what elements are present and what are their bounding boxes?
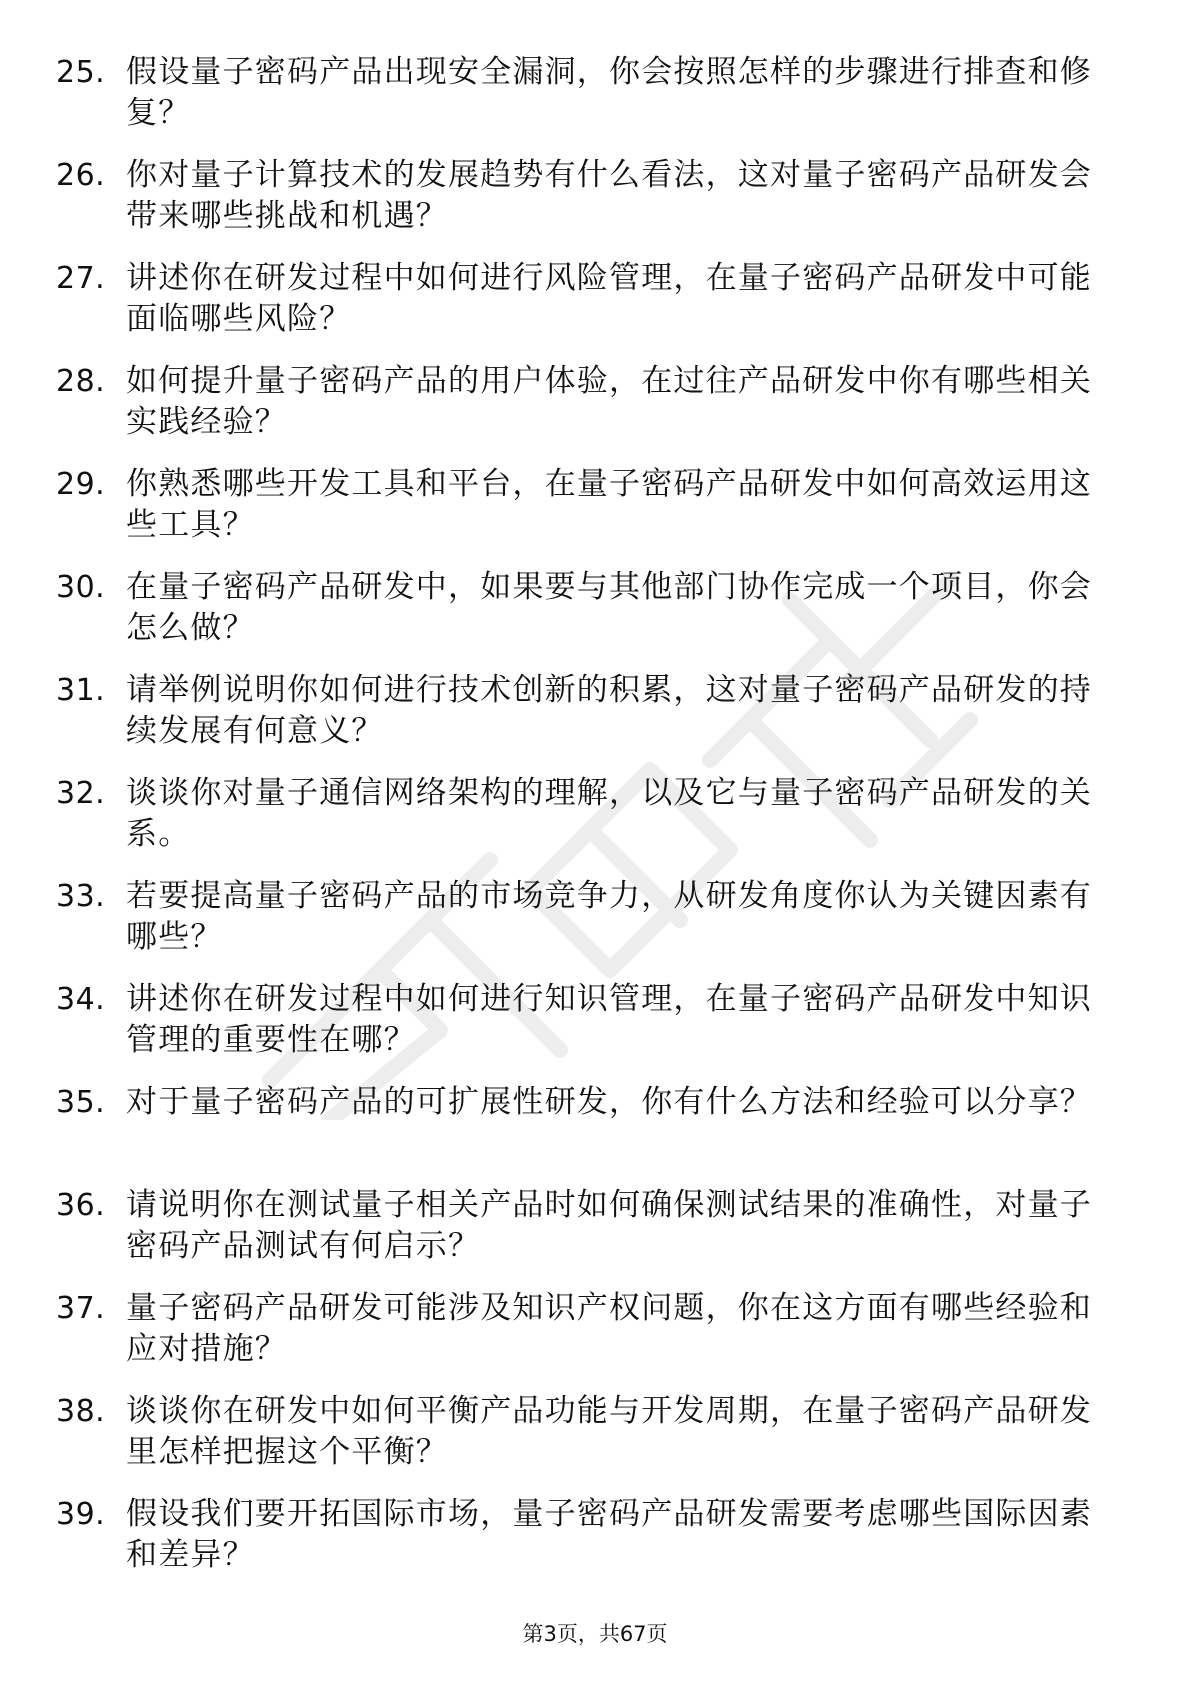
question-item-31 — [56, 670, 1116, 773]
question-text: 假设量子密码产品出现安全漏洞，你会按照怎样的步骤进行排查和修复？ — [126, 54, 1092, 131]
question-item-36 — [56, 1185, 1116, 1288]
question-item-26 — [56, 155, 1116, 258]
question-number: 26. — [56, 158, 106, 193]
question-number: 27. — [56, 261, 106, 296]
question-item-32 — [56, 773, 1116, 876]
question-number: 25. — [56, 55, 106, 90]
question-number: 36. — [56, 1188, 106, 1223]
question-item-29 — [56, 464, 1116, 567]
question-text: 谈谈你对量子通信网络架构的理解，以及它与量子密码产品研发的关系。 — [126, 775, 1092, 852]
question-text: 在量子密码产品研发中，如果要与其他部门协作完成一个项目，你会怎么做？ — [126, 569, 1092, 646]
question-text: 请说明你在测试量子相关产品时如何确保测试结果的准确性，对量子密码产品测试有何启示？ — [126, 1187, 1092, 1264]
question-text: 请举例说明你如何进行技术创新的积累，这对量子密码产品研发的持续发展有何意义？ — [126, 672, 1092, 749]
question-text: 假设我们要开拓国际市场，量子密码产品研发需要考虑哪些国际因素和差异？ — [126, 1496, 1092, 1573]
question-number: 28. — [56, 364, 106, 399]
question-number: 31. — [56, 673, 106, 708]
question-item-30 — [56, 567, 1116, 670]
question-item-38 — [56, 1391, 1116, 1494]
question-number: 39. — [56, 1497, 106, 1532]
question-text: 讲述你在研发过程中如何进行风险管理，在量子密码产品研发中可能面临哪些风险？ — [126, 260, 1092, 337]
question-item-39 — [56, 1494, 1116, 1597]
question-number: 30. — [56, 570, 106, 605]
page-number-footer: 第3页，共67页 — [522, 1622, 668, 1646]
question-text: 谈谈你在研发中如何平衡产品功能与开发周期，在量子密码产品研发里怎样把握这个平衡？ — [126, 1393, 1092, 1470]
question-item-35 — [56, 1082, 1116, 1185]
question-item-37 — [56, 1288, 1116, 1391]
question-number: 34. — [56, 982, 106, 1017]
question-number: 35. — [56, 1085, 106, 1120]
question-text: 量子密码产品研发可能涉及知识产权问题，你在这方面有哪些经验和应对措施？ — [126, 1290, 1092, 1367]
question-number: 33. — [56, 879, 106, 914]
question-text: 对于量子密码产品的可扩展性研发，你有什么方法和经验可以分享？ — [126, 1084, 1092, 1120]
question-item-28 — [56, 361, 1116, 464]
question-text: 如何提升量子密码产品的用户体验，在过往产品研发中你有哪些相关实践经验？ — [126, 363, 1092, 440]
question-number: 38. — [56, 1394, 106, 1429]
question-number: 32. — [56, 776, 106, 811]
question-item-33 — [56, 876, 1116, 979]
question-text: 你熟悉哪些开发工具和平台，在量子密码产品研发中如何高效运用这些工具？ — [126, 466, 1092, 543]
question-number: 29. — [56, 467, 106, 502]
question-text: 讲述你在研发过程中如何进行知识管理，在量子密码产品研发中知识管理的重要性在哪？ — [126, 981, 1092, 1058]
question-number: 37. — [56, 1291, 106, 1326]
question-item-25 — [56, 52, 1116, 155]
question-text: 你对量子计算技术的发展趋势有什么看法，这对量子密码产品研发会带来哪些挑战和机遇？ — [126, 157, 1092, 234]
question-list — [56, 52, 1116, 1597]
question-item-27 — [56, 258, 1116, 361]
question-item-34 — [56, 979, 1116, 1082]
question-text: 若要提高量子密码产品的市场竞争力，从研发角度你认为关键因素有哪些？ — [126, 878, 1092, 955]
